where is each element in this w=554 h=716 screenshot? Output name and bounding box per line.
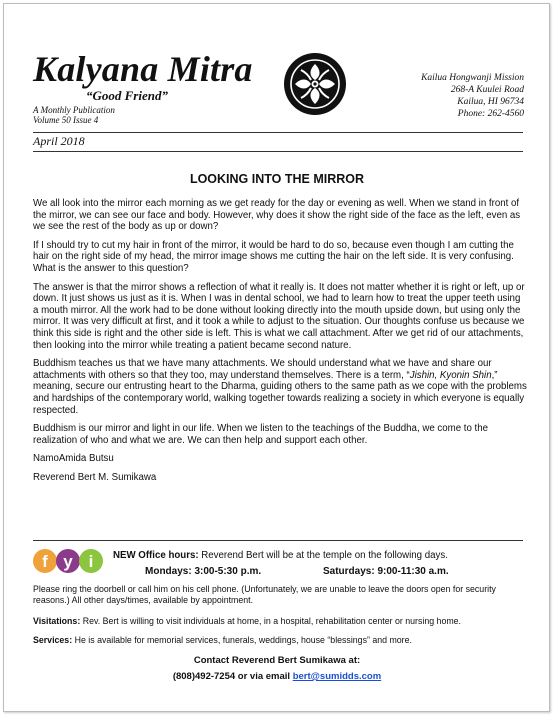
office-hours-text: Reverend Bert will be at the temple on the following days. <box>198 550 448 561</box>
author-signature: Reverend Bert M. Sumikawa <box>33 471 157 483</box>
fyi-badge-icon <box>33 547 103 575</box>
article-paragraph: Buddhism is our mirror and light in our life. When we listen to the teachings of the Buddha, we come to the realization of who and what we are. We can then help and support each other. <box>33 423 489 446</box>
paragraph-text: Buddhism teaches us that we have many attachments. We should understand what we have and share our attachments with others so that they too, may understand themselves. There is a term, “ <box>33 358 492 381</box>
contact-heading: Contact Reverend Bert Sumikawa at: <box>193 655 361 666</box>
mission-address <box>421 72 524 120</box>
japanese-term: Jishin, Kyonin Shin <box>409 369 492 381</box>
publication-volume: Volume 50 Issue 4 <box>33 115 99 125</box>
article-paragraph: We all look into the mirror each morning as we get ready for the day or evening as well. When we stand in front of the mirror, we can see our face and body. However, why does it show the right side of the face as the left, even as we see the rest of the body as up or down? <box>33 198 521 233</box>
doorbell-notice: Please ring the doorbell or call him on his cell phone. (Unfortunately, we are unable to leave the doors open for security reasons.) All other days/times, available by appointment. <box>33 584 496 605</box>
section-divider <box>33 540 523 541</box>
fyi-letter-i: i <box>88 552 94 571</box>
services-text: He is available for memorial services, funerals, weddings, house “blessings” and more. <box>72 635 412 645</box>
fyi-letter-y: y <box>63 552 73 571</box>
phone-number: Phone: 262-4560 <box>457 109 524 119</box>
city-state-zip: Kailua, HI 96734 <box>457 97 524 107</box>
visitations-label: Visitations: <box>33 616 81 626</box>
paragraph-text: ,” meaning, secure our entrusting heart to the Dharma, guiding others to the same path as we cope with the problems and hardships of the contemporary world, walking together towards realizing a society in which everyone is equally respected. <box>33 369 527 416</box>
contact-block <box>0 653 554 685</box>
article-paragraph: If I should try to cut my hair in front of the mirror, it would be hard to do so, because even though I am cutting the hair on the right side of my head, the mirror image shows me cutting the hair on the left side. It is very confusing. What is the answer to this question? <box>33 239 514 274</box>
monday-hours: Mondays: 3:00-5:30 p.m. <box>145 566 262 577</box>
services-info <box>33 635 528 645</box>
street-address: 268-A Kuulei Road <box>450 85 524 95</box>
header-divider-top <box>33 132 523 133</box>
office-hours-label: NEW Office hours: <box>113 550 199 561</box>
contact-details <box>0 669 554 685</box>
header-divider-bottom <box>33 151 523 152</box>
article-body <box>33 198 528 490</box>
saturday-hours: Saturdays: 9:00-11:30 a.m. <box>323 566 449 577</box>
article-paragraph <box>33 358 528 416</box>
masthead-title: Kalyana Mitra <box>33 49 253 89</box>
fyi-letter-f: f <box>42 552 48 571</box>
article-paragraph: The answer is that the mirror shows a reflection of what it really is. It does not matter whether it is right or left, up or down. It just shows us just as it is. When I was in dental school, we had to learn how to treat the upper teeth using a mouth mirror. All the work had to be done without looking directly into the mouth upside down, but using only the mirror. It was very difficult at first, and it took a while to adjust to the situation. Our thoughts confuse us because we think this side is right and the other side is left. This is what we call attachment. After we get rid of our attachments, then looking into the mirror while treating a patient became second nature. <box>33 281 525 351</box>
publication-info <box>33 105 115 125</box>
visitations-info <box>33 616 528 626</box>
closing-nembutsu: NamoAmida Butsu <box>33 453 114 465</box>
masthead-subtitle: “Good Friend” <box>86 88 168 103</box>
article-title: LOOKING INTO THE MIRROR <box>189 172 365 186</box>
email-link[interactable]: bert@sumidds.com <box>292 671 382 682</box>
publication-frequency: A Monthly Publication <box>33 105 115 115</box>
contact-phone: (808)492-7254 or via email <box>172 671 293 682</box>
mission-name: Kailua Hongwanji Mission <box>421 73 524 83</box>
temple-crest-icon <box>283 52 347 116</box>
issue-date: April 2018 <box>33 134 85 148</box>
office-hours-announcement <box>113 550 448 561</box>
services-label: Services: <box>33 635 73 645</box>
visitations-text: Rev. Bert is willing to visit individuals at home, in a hospital, rehabilitation center or nursing home. <box>80 616 461 626</box>
